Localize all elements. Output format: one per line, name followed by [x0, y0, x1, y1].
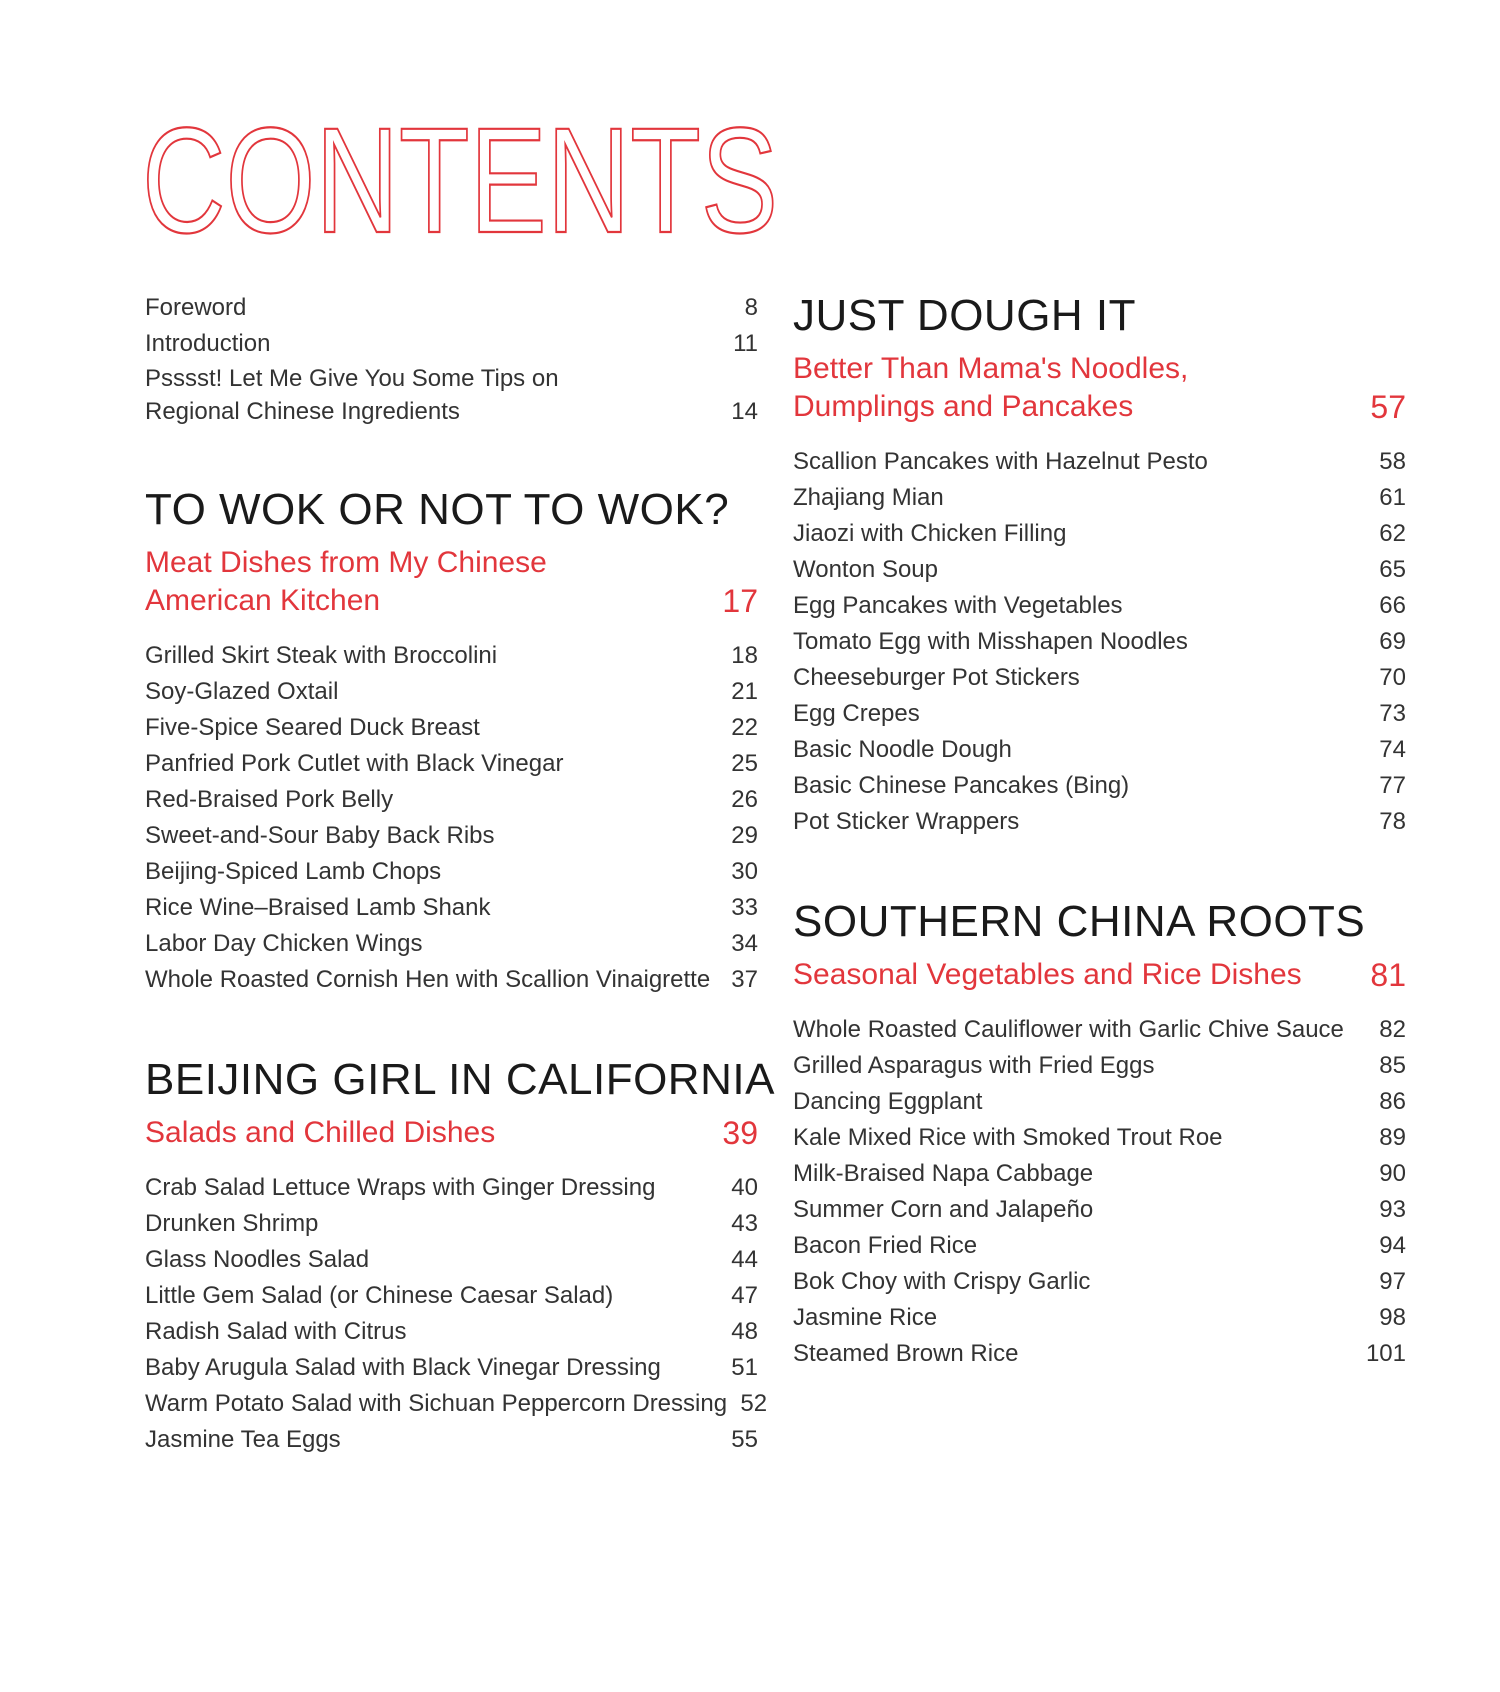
toc-entry-label: Little Gem Salad (or Chinese Caesar Salad)	[145, 1282, 614, 1309]
toc-entry-page: 37	[731, 966, 758, 993]
toc-entry-page: 48	[731, 1318, 758, 1345]
toc-entry-label: Jasmine Tea Eggs	[145, 1426, 341, 1453]
toc-entry[interactable]	[145, 1314, 758, 1350]
right-column	[793, 290, 1406, 1372]
toc-entry-label: Pot Sticker Wrappers	[793, 808, 1020, 835]
toc-entry-label: Panfried Pork Cutlet with Black Vinegar	[145, 750, 564, 777]
title-text: CONTENTS	[142, 96, 778, 264]
toc-entry-label: Five-Spice Seared Duck Breast	[145, 714, 480, 741]
section-title: JUST DOUGH IT	[793, 291, 1137, 340]
toc-entry[interactable]	[145, 362, 758, 428]
toc-entry-page: 14	[731, 398, 758, 425]
toc-entry[interactable]	[145, 926, 758, 962]
toc-entry-page: 47	[731, 1282, 758, 1309]
toc-entry-label: Tomato Egg with Misshapen Noodles	[793, 628, 1188, 655]
section-title: BEIJING GIRL IN CALIFORNIA	[145, 1055, 775, 1104]
toc-entry-page: 22	[731, 714, 758, 741]
toc-entry-label: Foreword	[145, 294, 247, 321]
toc-entry[interactable]	[145, 674, 758, 710]
toc-entry[interactable]	[145, 1386, 768, 1422]
toc-entry-label: Warm Potato Salad with Sichuan Peppercorn Dressing	[145, 1390, 728, 1417]
section-items	[145, 1170, 768, 1458]
toc-entry-label: Glass Noodles Salad	[145, 1246, 370, 1273]
toc-entry-page: 62	[1379, 520, 1406, 547]
toc-entry[interactable]	[793, 1192, 1406, 1228]
toc-entry[interactable]	[793, 768, 1406, 804]
toc-entry[interactable]	[793, 552, 1406, 588]
toc-entry-label: Zhajiang Mian	[793, 484, 944, 511]
toc-entry[interactable]	[793, 480, 1406, 516]
toc-entry-page: 73	[1379, 700, 1406, 727]
toc-entry-label: Cheeseburger Pot Stickers	[793, 664, 1080, 691]
section-title: TO WOK OR NOT TO WOK?	[145, 485, 730, 534]
toc-entry-page: 43	[731, 1210, 758, 1237]
toc-entry-page: 74	[1379, 736, 1406, 763]
toc-entry[interactable]	[793, 732, 1406, 768]
toc-entry-page: 58	[1379, 448, 1406, 475]
toc-entry-label: Jiaozi with Chicken Filling	[793, 520, 1067, 547]
toc-entry-page: 51	[731, 1354, 758, 1381]
toc-entry-label: Dancing Eggplant	[793, 1088, 983, 1115]
toc-entry[interactable]	[145, 782, 758, 818]
toc-entry-page: 78	[1379, 808, 1406, 835]
toc-entry[interactable]	[145, 1242, 758, 1278]
section-subtitle-row[interactable]	[145, 544, 758, 620]
toc-entry-page: 90	[1379, 1160, 1406, 1187]
toc-entry[interactable]	[793, 1048, 1406, 1084]
toc-entry-label: Beijing-Spiced Lamb Chops	[145, 858, 442, 885]
toc-entry-page: 93	[1379, 1196, 1406, 1223]
toc-entry[interactable]	[145, 638, 758, 674]
section-title: SOUTHERN CHINA ROOTS	[793, 897, 1366, 946]
toc-entry-label: Radish Salad with Citrus	[145, 1318, 407, 1345]
toc-entry[interactable]	[145, 746, 758, 782]
toc-entry[interactable]	[145, 854, 758, 890]
section-subtitle-row[interactable]	[145, 1114, 758, 1152]
toc-entry-label: Scallion Pancakes with Hazelnut Pesto	[793, 448, 1208, 475]
section-subtitle: Meat Dishes from My Chinese American Kitchen	[145, 546, 547, 617]
toc-entry[interactable]	[145, 1278, 758, 1314]
toc-entry-label: Milk-Braised Napa Cabbage	[793, 1160, 1094, 1187]
toc-entry-page: 44	[731, 1246, 758, 1273]
toc-entry[interactable]	[145, 1350, 758, 1386]
toc-entry-label: Grilled Asparagus with Fried Eggs	[793, 1052, 1155, 1079]
front-matter	[145, 290, 758, 428]
toc-entry-page: 26	[731, 786, 758, 813]
toc-entry-label: Basic Chinese Pancakes (Bing)	[793, 772, 1130, 799]
section-page: 57	[1370, 389, 1406, 425]
toc-entry-label: Jasmine Rice	[793, 1304, 938, 1331]
toc-entry-page: 52	[740, 1390, 768, 1417]
toc-entry[interactable]	[145, 1422, 758, 1458]
toc-entry-page: 97	[1379, 1268, 1406, 1295]
toc-entry-label: Red-Braised Pork Belly	[145, 786, 394, 813]
toc-entry-label: Steamed Brown Rice	[793, 1340, 1019, 1367]
toc-entry-page: 34	[731, 930, 758, 957]
toc-entry-label: Psssst! Let Me Give You Some Tips on Regional Chinese Ingredients	[145, 365, 559, 425]
toc-entry[interactable]	[793, 1156, 1406, 1192]
toc-entry-page: 82	[1379, 1016, 1406, 1043]
toc-entry[interactable]	[793, 1084, 1406, 1120]
toc-entry-page: 98	[1379, 1304, 1406, 1331]
toc-entry-page: 8	[744, 294, 758, 321]
toc-entry-page: 66	[1379, 592, 1406, 619]
toc-entry-label: Drunken Shrimp	[145, 1210, 319, 1237]
toc-entry-page: 29	[731, 822, 758, 849]
toc-entry-page: 89	[1379, 1124, 1406, 1151]
toc-entry[interactable]	[793, 1336, 1406, 1372]
section-subtitle: Salads and Chilled Dishes	[145, 1116, 496, 1149]
toc-entry-page: 40	[731, 1174, 758, 1201]
toc-entry-page: 25	[731, 750, 758, 777]
toc-entry-label: Sweet-and-Sour Baby Back Ribs	[145, 822, 495, 849]
toc-entry-page: 21	[731, 678, 758, 705]
section-subtitle-row[interactable]	[793, 956, 1406, 994]
toc-entry-label: Grilled Skirt Steak with Broccolini	[145, 642, 498, 669]
toc-entry[interactable]	[145, 818, 758, 854]
toc-entry-label: Crab Salad Lettuce Wraps with Ginger Dressing	[145, 1174, 656, 1201]
toc-entry[interactable]	[145, 890, 758, 926]
toc-entry[interactable]	[793, 588, 1406, 624]
section-subtitle-row[interactable]	[793, 350, 1406, 426]
toc-entry-label: Kale Mixed Rice with Smoked Trout Roe	[793, 1124, 1223, 1151]
toc-entry-page: 101	[1365, 1340, 1406, 1367]
toc-entry[interactable]	[145, 1170, 758, 1206]
toc-entry[interactable]	[145, 326, 758, 362]
toc-entry-label: Whole Roasted Cornish Hen with Scallion Vinaigrette	[145, 966, 711, 993]
toc-entry-page: 85	[1379, 1052, 1406, 1079]
toc-entry[interactable]	[793, 624, 1406, 660]
contents-heading-outline	[140, 96, 780, 264]
toc-entry-page: 11	[733, 330, 758, 357]
section-page: 17	[722, 583, 758, 619]
toc-entry[interactable]	[793, 516, 1406, 552]
toc-entry-label: Rice Wine–Braised Lamb Shank	[145, 894, 491, 921]
toc-entry-label: Introduction	[145, 330, 271, 357]
toc-entry-label: Egg Crepes	[793, 700, 920, 727]
toc-entry-label: Bok Choy with Crispy Garlic	[793, 1268, 1091, 1295]
section-just-dough-it	[793, 290, 1406, 840]
section-beijing-girl	[145, 1054, 775, 1458]
toc-entry[interactable]	[793, 1120, 1406, 1156]
toc-entry[interactable]	[793, 660, 1406, 696]
toc-entry[interactable]	[793, 1012, 1406, 1048]
toc-entry-label: Whole Roasted Cauliflower with Garlic Chive Sauce	[793, 1016, 1344, 1043]
toc-entry[interactable]	[145, 290, 758, 326]
section-page: 81	[1370, 957, 1406, 993]
toc-entry-label: Egg Pancakes with Vegetables	[793, 592, 1123, 619]
toc-entry-page: 69	[1379, 628, 1406, 655]
section-items	[793, 1012, 1406, 1372]
toc-entry-label: Bacon Fried Rice	[793, 1232, 978, 1259]
toc-entry[interactable]	[793, 1264, 1406, 1300]
toc-entry[interactable]	[145, 710, 758, 746]
toc-entry[interactable]	[145, 1206, 758, 1242]
section-items	[145, 638, 758, 998]
toc-entry-label: Labor Day Chicken Wings	[145, 930, 423, 957]
toc-entry-page: 55	[731, 1426, 758, 1453]
toc-entry-page: 94	[1379, 1232, 1406, 1259]
toc-entry-page: 86	[1379, 1088, 1406, 1115]
toc-entry[interactable]	[793, 1228, 1406, 1264]
section-southern-china	[793, 896, 1406, 1372]
page-title	[140, 96, 780, 264]
toc-entry-page: 18	[731, 642, 758, 669]
toc-entry-label: Baby Arugula Salad with Black Vinegar Dressing	[145, 1354, 661, 1381]
toc-entry-page: 77	[1379, 772, 1406, 799]
toc-entry-page: 65	[1379, 556, 1406, 583]
toc-entry-label: Wonton Soup	[793, 556, 938, 583]
left-column	[145, 290, 775, 1458]
section-page: 39	[722, 1115, 758, 1151]
toc-entry[interactable]	[145, 962, 758, 998]
toc-entry-page: 30	[731, 858, 758, 885]
section-items	[793, 444, 1406, 840]
toc-entry[interactable]	[793, 696, 1406, 732]
section-subtitle: Seasonal Vegetables and Rice Dishes	[793, 958, 1302, 991]
toc-entry-page: 33	[731, 894, 758, 921]
section-to-wok	[145, 484, 758, 998]
toc-entry[interactable]	[793, 804, 1406, 840]
toc-entry-label: Basic Noodle Dough	[793, 736, 1012, 763]
toc-entry-page: 70	[1379, 664, 1406, 691]
toc-entry-label: Summer Corn and Jalapeño	[793, 1196, 1094, 1223]
toc-entry[interactable]	[793, 1300, 1406, 1336]
toc-entry-page: 61	[1379, 484, 1406, 511]
toc-entry[interactable]	[793, 444, 1406, 480]
section-subtitle: Better Than Mama's Noodles, Dumplings and Pancakes	[793, 352, 1189, 423]
toc-entry-label: Soy-Glazed Oxtail	[145, 678, 339, 705]
